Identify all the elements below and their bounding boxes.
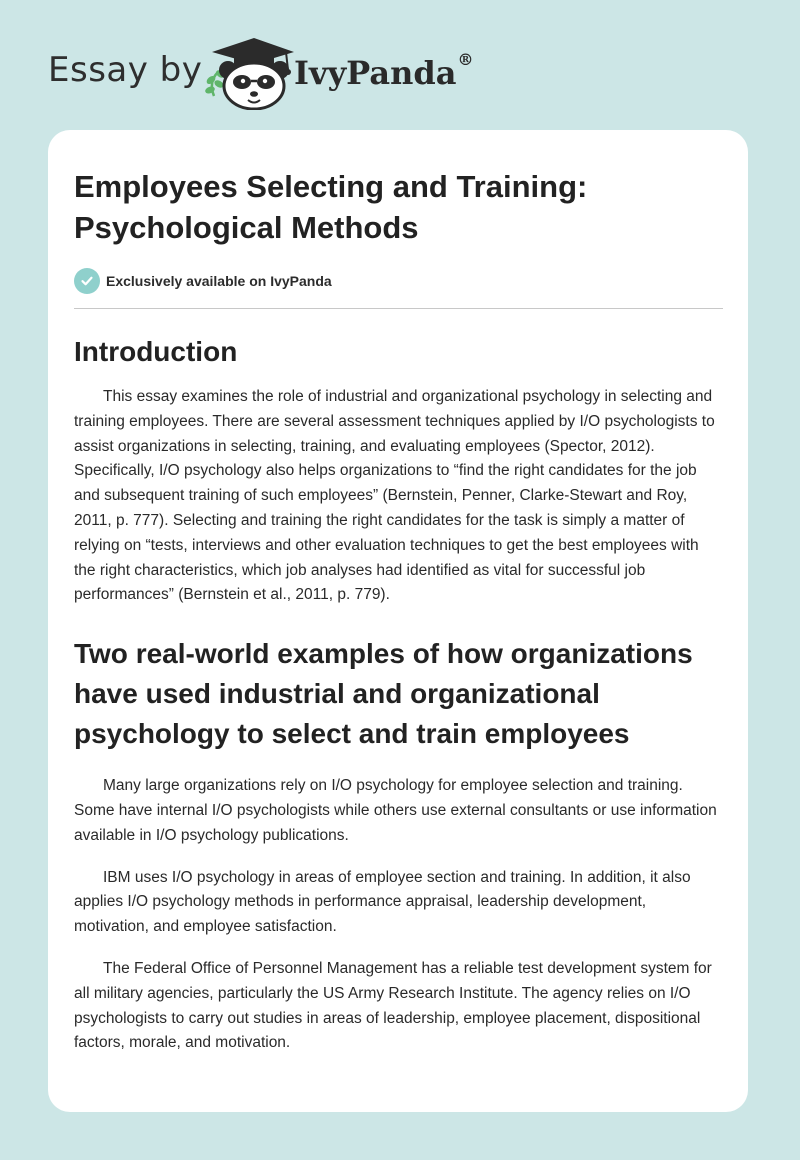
title-divider xyxy=(74,308,723,309)
paragraph: IBM uses I/O psychology in areas of employee section and training. In addition, it also applies I/O psychology methods in performance appraisal, leadership development, motivation, and employee satisfaction. xyxy=(74,868,691,936)
panda-graduate-icon[interactable] xyxy=(200,34,296,110)
article-card xyxy=(48,130,748,1112)
site-header xyxy=(48,34,508,114)
brand-name[interactable]: IvyPanda® xyxy=(294,50,474,92)
essay-by-label: Essay by xyxy=(48,50,203,90)
paragraph: Many large organizations rely on I/O psychology for employee selection and training. Some have internal I/O psychologists while others use external consultants or use information available in I/O psychology publications. xyxy=(74,777,717,844)
check-circle-icon xyxy=(74,268,100,294)
paragraph: The Federal Office of Personnel Management has a reliable test development system for all military agencies, particularly the US Army Research Institute. The agency relies on I/O psychologists to carry out studies in areas of leadership, employee placement, dispositional factors, morale, and motivation. xyxy=(74,959,712,1052)
page-title: Employees Selecting and Training: Psychological Methods xyxy=(74,169,588,245)
exclusive-badge xyxy=(74,268,724,294)
paragraph: This essay examines the role of industrial and organizational psychology in selecting and training employees. There are several assessment techniques applied by I/O psychologists to assist organizations in selecting, training, and evaluating employees (Spector, 2012). Specifically, I/O psychology also helps organizations to “find the right candidates for the job and subsequent training of such employees” (Bernstein, Penner, Clarke-Stewart and Roy, 2011, p. 777). Selecting and training the right candidates for the task is simply a matter of relying on “tests, interviews and other evaluation techniques to get the best employees with the right characteristics, which job analyses had identified as vital for successful job performances” (Bernstein et al., 2011, p. 779). xyxy=(74,388,715,604)
section-heading-introduction: Introduction xyxy=(74,336,238,367)
section-heading-examples: Two real-world examples of how organizations have used industrial and organizational psychology to select and train employees xyxy=(74,638,693,750)
exclusive-badge-label: Exclusively available on IvyPanda xyxy=(106,273,332,289)
registered-mark: ® xyxy=(457,50,474,69)
